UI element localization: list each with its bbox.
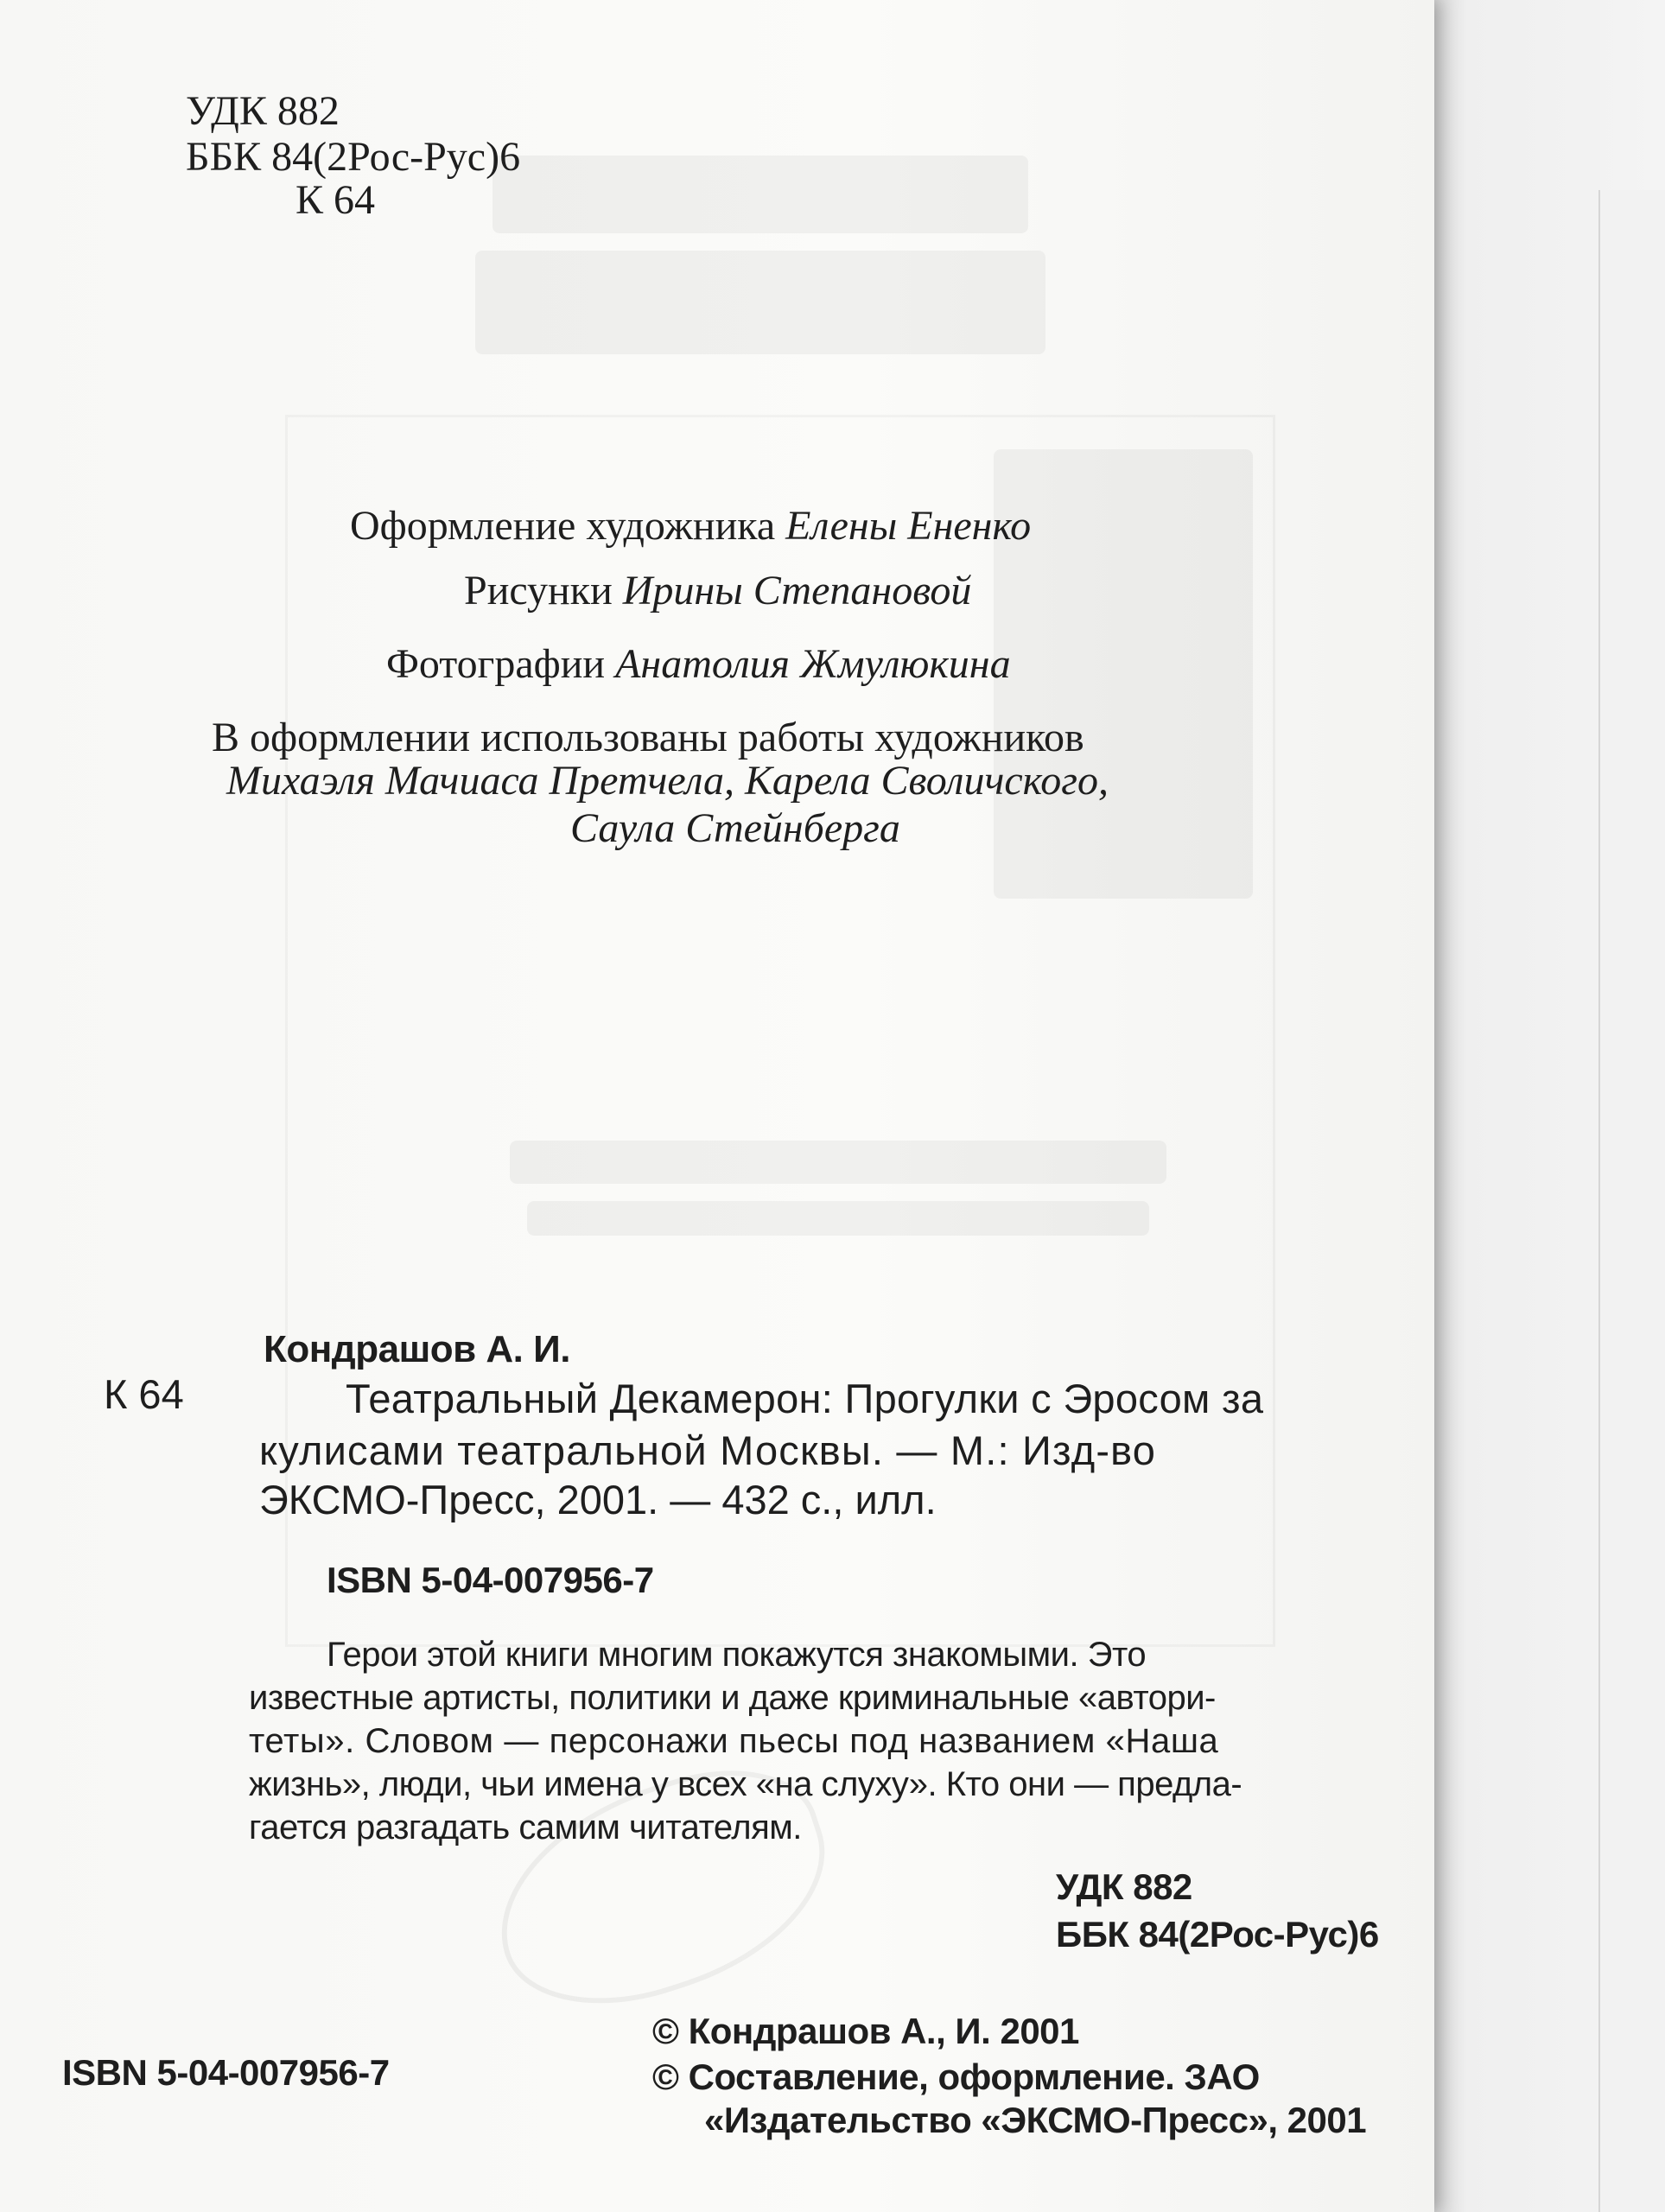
copyright-author: © Кондрашов А., И. 2001: [652, 2011, 1079, 2051]
isbn-bottom: ISBN 5-04-007956-7: [62, 2052, 390, 2093]
artists-line-1: Михаэля Мачиаса Претчела, Карела Своличского,: [226, 758, 1109, 804]
annotation-line-3: теты». Словом — персонажи пьесы под названием «Наша: [249, 1722, 1219, 1760]
bbk-code-top: ББК 84(2Рос-Рус)6: [186, 134, 521, 180]
catalog-title-line-2: кулисами театральной Москвы. — М.: Изд-во: [259, 1427, 1157, 1473]
design-credit-label: Оформление художника: [350, 503, 786, 549]
bbk-code-bottom: ББК 84(2Рос-Рус)6: [1056, 1914, 1379, 1955]
drawings-credit: [464, 570, 971, 612]
author-mark-top: К 64: [296, 177, 376, 223]
photos-credit: [386, 641, 1011, 687]
artists-line-2: Саула Стейнберга: [570, 805, 900, 851]
adjacent-page-edge: [1598, 190, 1665, 2212]
photos-credit-label: Фотографии: [386, 641, 616, 687]
drawings-credit-label: Рисунки: [464, 568, 623, 613]
annotation-line-1: Герои этой книги многим покажутся знакомыми. Это: [327, 1636, 1147, 1674]
catalog-author-mark: К 64: [104, 1371, 184, 1417]
drawings-credit-name: Ирины Степановой: [622, 568, 972, 613]
annotation-line-4: жизнь», люди, чьи имена у всех «на слуху». Кто они — предла-: [249, 1765, 1242, 1803]
catalog-isbn: ISBN 5-04-007956-7: [327, 1560, 654, 1600]
design-credit-name: Елены Ененко: [785, 503, 1032, 549]
udk-code-bottom: УДК 882: [1056, 1866, 1192, 1907]
catalog-author: Кондрашов А. И.: [264, 1328, 570, 1370]
photos-credit-name: Анатолия Жмулюкина: [615, 641, 1011, 687]
annotation-line-5: гается разгадать самим читателям.: [249, 1808, 802, 1847]
udk-code-top: УДК 882: [186, 88, 340, 134]
catalog-title-line-1: Театральный Декамерон: Прогулки с Эросом за: [346, 1376, 1264, 1421]
works-used-line: В оформлении использованы работы художников: [212, 715, 1084, 760]
catalog-title-line-3: ЭКСМО-Пресс, 2001. — 432 с., илл.: [259, 1477, 937, 1522]
copyright-publisher: «Издательство «ЭКСМО-Пресс», 2001: [704, 2100, 1367, 2140]
copyright-design: © Составление, оформление. ЗАО: [652, 2056, 1260, 2097]
annotation-line-2: известные артисты, политики и даже криминальные «автори-: [249, 1679, 1216, 1717]
design-credit: [350, 505, 1031, 547]
